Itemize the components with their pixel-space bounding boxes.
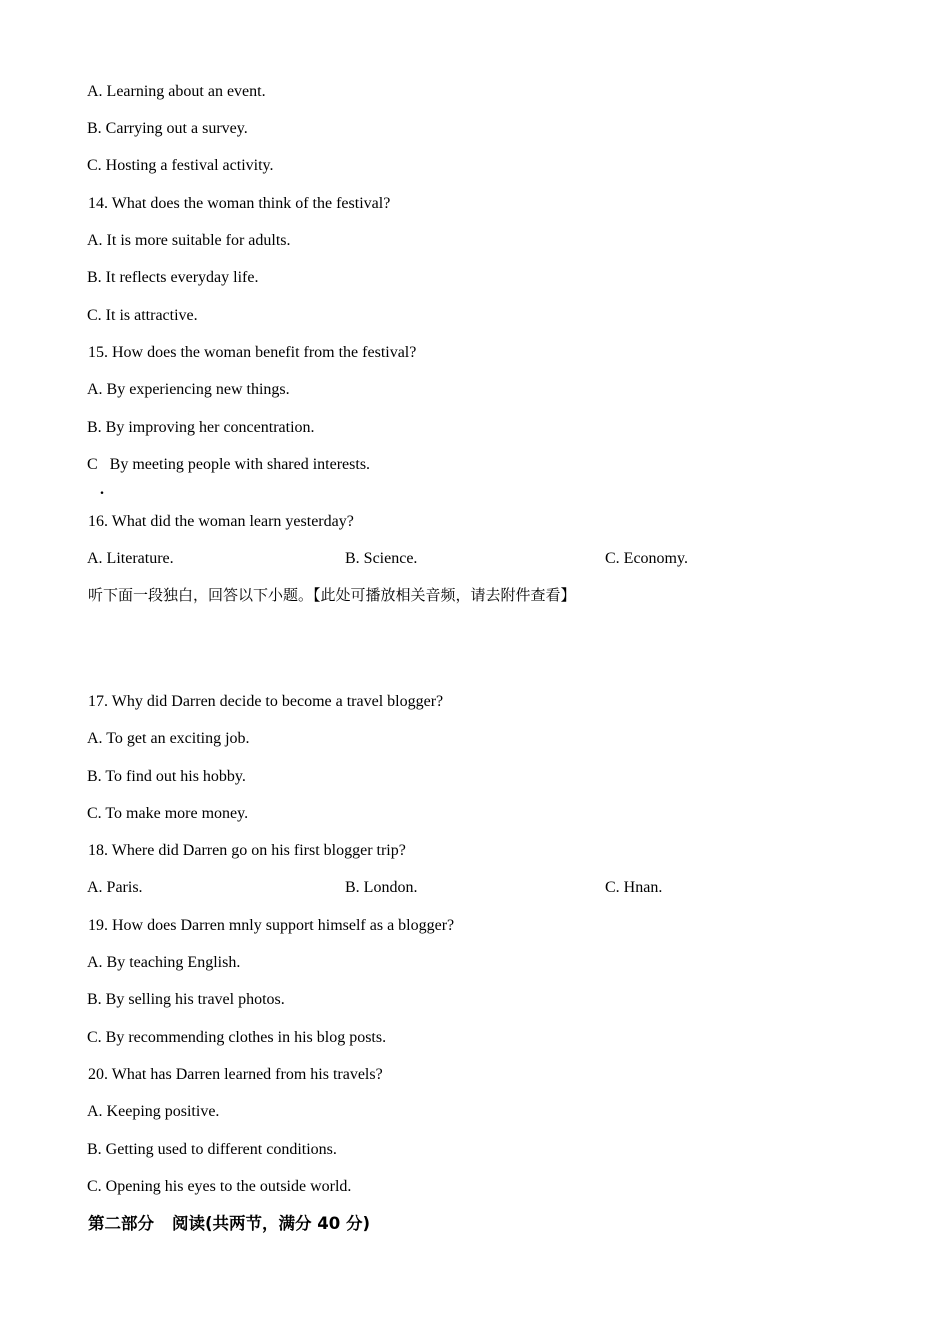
q18-option-c: C. Hnan.: [605, 879, 663, 896]
q15-question: 15. How does the woman benefit from the festival?: [88, 344, 417, 361]
q16-option-b: B. Science.: [345, 550, 418, 567]
section-part-label: 第二部分: [88, 1214, 154, 1233]
q16-question: 16. What did the woman learn yesterday?: [88, 513, 354, 530]
q14-option-a: A. It is more suitable for adults.: [87, 232, 291, 249]
q19-option-c: C. By recommending clothes in his blog posts.: [87, 1029, 387, 1046]
q14-option-c: C. It is attractive.: [87, 307, 198, 324]
q16-option-c: C. Economy.: [605, 550, 688, 567]
section-title: 阅读(共两节，满分 40 分): [172, 1214, 371, 1233]
q19-option-a: A. By teaching English.: [87, 954, 241, 971]
q19-option-b: B. By selling his travel photos.: [87, 991, 285, 1008]
q16-options-row: [87, 549, 867, 569]
q17-question: 17. Why did Darren decide to become a travel blogger?: [88, 693, 444, 710]
stray-dot: .: [100, 481, 104, 498]
q13-option-a: A. Learning about an event.: [87, 83, 266, 100]
q15-option-b: B. By improving her concentration.: [87, 419, 315, 436]
q20-option-c: C. Opening his eyes to the outside world.: [87, 1178, 352, 1195]
q20-question: 20. What has Darren learned from his travels?: [88, 1066, 383, 1083]
q14-option-b: B. It reflects everyday life.: [87, 269, 259, 286]
q18-option-b: B. London.: [345, 879, 418, 896]
q13-option-c: C. Hosting a festival activity.: [87, 157, 274, 174]
q18-options-row: [87, 878, 867, 898]
q14-question: 14. What does the woman think of the festival?: [88, 195, 391, 212]
q18-option-a: A. Paris.: [87, 879, 143, 896]
q15-option-c: C By meeting people with shared interests.: [87, 456, 371, 473]
q13-option-b: B. Carrying out a survey.: [87, 120, 248, 137]
q16-option-a: A. Literature.: [87, 550, 174, 567]
q17-option-c: C. To make more money.: [87, 805, 249, 822]
q17-option-b: B. To find out his hobby.: [87, 768, 246, 785]
q17-option-a: A. To get an exciting job.: [87, 730, 250, 747]
section-heading: [88, 1213, 370, 1235]
q18-question: 18. Where did Darren go on his first blogger trip?: [88, 842, 406, 859]
q20-option-a: A. Keeping positive.: [87, 1103, 220, 1120]
q20-option-b: B. Getting used to different conditions.: [87, 1141, 337, 1158]
q15-option-a: A. By experiencing new things.: [87, 381, 290, 398]
q19-question: 19. How does Darren mnly support himself as a blogger?: [88, 917, 455, 934]
monologue-instruction: 听下面一段独白，回答以下小题。【此处可播放相关音频，请去附件查看】: [88, 586, 576, 604]
